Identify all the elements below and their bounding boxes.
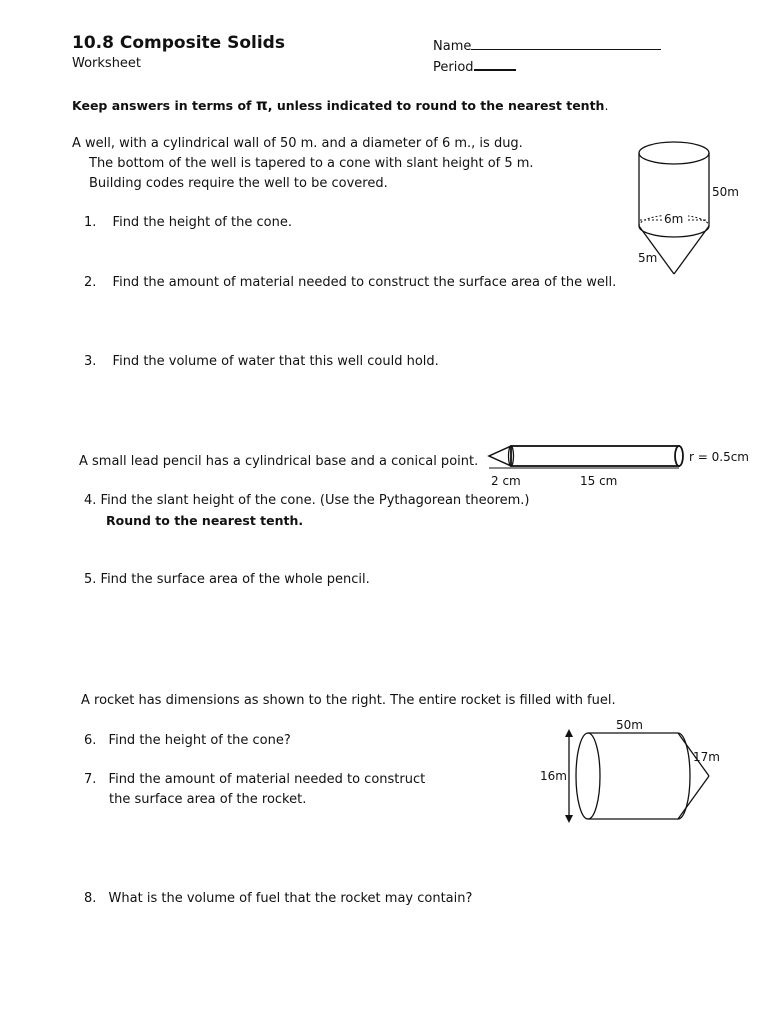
pencil-diagram <box>482 440 762 492</box>
instructions-text-rest: , unless indicated to round to the nearest tenth <box>267 98 605 113</box>
cone-left-edge <box>639 226 674 274</box>
name-field[interactable] <box>433 36 661 54</box>
well-intro-line-1: A well, with a cylindrical wall of 50 m. and a diameter of 6 m., is dug. <box>72 136 523 151</box>
question-number: 7. <box>84 772 97 787</box>
question-text: Find the amount of material needed to construct <box>108 772 426 787</box>
instructions-text: Keep answers in terms of <box>72 98 252 113</box>
well-bottom-front <box>639 226 709 237</box>
pencil-end-ellipse <box>675 446 683 466</box>
rocket-cone-base <box>678 733 690 819</box>
question-number: 1. <box>84 215 97 230</box>
rocket-diameter-label: 16m <box>540 769 567 783</box>
period-blank[interactable] <box>474 56 516 71</box>
question-number: 3. <box>84 354 97 369</box>
question-7-continued: the surface area of the rocket. <box>109 792 307 807</box>
rocket-length-label: 50m <box>616 718 643 732</box>
cone-right-edge <box>674 226 709 274</box>
pencil-body <box>511 446 679 466</box>
rocket-slant-label: 17m <box>693 750 720 764</box>
instructions-period: . <box>604 98 609 113</box>
pencil-radius-label: r = 0.5cm <box>689 450 749 464</box>
well-top-ellipse <box>639 142 709 164</box>
question-5: 5. Find the surface area of the whole pencil. <box>84 572 370 587</box>
well-diameter-label: 6m <box>664 212 684 226</box>
pencil-body-label: 15 cm <box>580 474 618 488</box>
worksheet-title: 10.8 Composite Solids <box>72 33 285 53</box>
well-diagram <box>630 138 750 278</box>
well-height-label: 50m <box>712 185 739 199</box>
question-text: What is the volume of fuel that the rocket may contain? <box>108 891 473 906</box>
question-number: 8. <box>84 891 97 906</box>
question-2 <box>84 275 616 290</box>
name-label: Name <box>433 39 472 54</box>
question-3 <box>84 354 439 369</box>
question-number: 2. <box>84 275 97 290</box>
pencil-intro: A small lead pencil has a cylindrical base and a conical point. <box>79 454 479 469</box>
rocket-diagram <box>535 712 735 830</box>
well-intro-line-3: Building codes require the well to be covered. <box>89 176 388 191</box>
worksheet-subtitle: Worksheet <box>72 56 142 71</box>
question-number: 6. <box>84 733 97 748</box>
question-4: 4. Find the slant height of the cone. (Use the Pythagorean theorem.) <box>84 493 530 508</box>
name-blank[interactable] <box>471 36 661 50</box>
question-text: Find the volume of water that this well could hold. <box>112 354 439 369</box>
question-text: Find the height of the cone. <box>112 215 292 230</box>
rocket-arrow-down <box>565 815 573 823</box>
period-label: Period <box>433 60 474 75</box>
rocket-cone-bottom-edge <box>678 776 709 819</box>
pencil-cone-label: 2 cm <box>491 474 521 488</box>
rocket-arrow-up <box>565 729 573 737</box>
question-7 <box>84 772 425 787</box>
rocket-intro: A rocket has dimensions as shown to the right. The entire rocket is filled with fuel. <box>81 693 616 708</box>
well-intro-line-2: The bottom of the well is tapered to a cone with slant height of 5 m. <box>89 156 534 171</box>
question-8 <box>84 891 472 906</box>
pi-symbol: π <box>255 96 268 114</box>
rocket-base-ellipse <box>576 733 600 819</box>
instructions <box>72 96 608 114</box>
pencil-cone-tip <box>489 446 511 466</box>
question-text: Find the height of the cone? <box>108 733 291 748</box>
question-1 <box>84 215 292 230</box>
period-field[interactable] <box>433 56 516 75</box>
question-6 <box>84 733 291 748</box>
question-4-note: Round to the nearest tenth. <box>106 513 304 528</box>
question-text: Find the amount of material needed to construct the surface area of the well. <box>112 275 617 290</box>
well-slant-label: 5m <box>638 251 658 265</box>
